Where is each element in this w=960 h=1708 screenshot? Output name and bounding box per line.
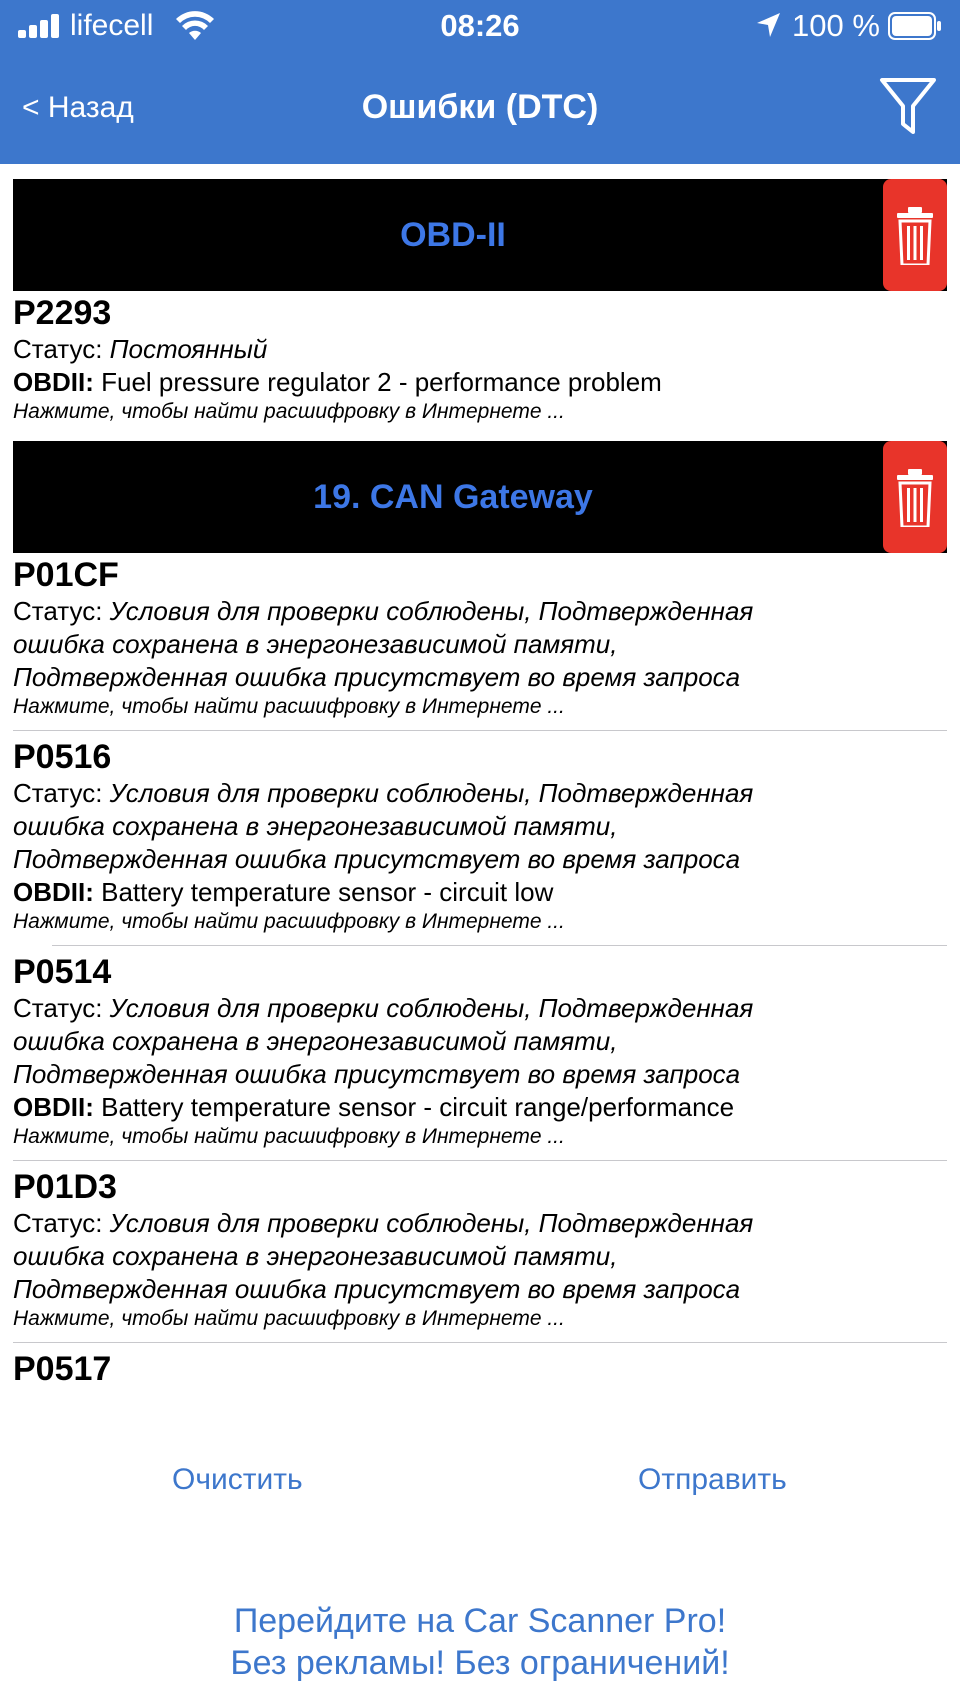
dtc-code: P0517 (13, 1350, 112, 1388)
status-label: Статус: (13, 334, 103, 364)
status-value: Условия для проверки соблюдены, Подтвержденная (109, 596, 754, 626)
dtc-code: P0516 (13, 738, 112, 776)
search-hint: Нажмите, чтобы найти расшифровку в Интернете ... (13, 910, 565, 933)
dtc-status-cont (13, 628, 947, 661)
battery-percentage: 100 % (792, 8, 880, 43)
dtc-status-cont (13, 1058, 947, 1091)
dtc-item[interactable] (0, 1161, 960, 1342)
page-title: Ошибки (DTC) (361, 88, 599, 126)
section-header (13, 441, 947, 553)
trash-icon (895, 207, 935, 265)
dtc-status-cont (13, 843, 947, 876)
status-value: ошибка сохранена в энергонезависимой памяти, (13, 811, 618, 841)
section-title: OBD-II (400, 216, 506, 254)
status-value: ошибка сохранена в энергонезависимой памяти, (13, 1026, 618, 1056)
dtc-status-cont (13, 1273, 947, 1306)
section-header (13, 179, 947, 291)
obd-label: OBDII: (13, 877, 94, 907)
status-value: Условия для проверки соблюдены, Подтвержденная (109, 993, 754, 1023)
promo-line-1: Перейдите на Car Scanner Pro! (233, 1602, 727, 1640)
battery-icon (888, 12, 942, 40)
obd-description: Battery temperature sensor - circuit range/performance (101, 1092, 735, 1122)
dtc-status (13, 1207, 947, 1240)
obd-description: Fuel pressure regulator 2 - performance problem (101, 367, 662, 397)
dtc-description (13, 1091, 947, 1124)
dtc-code: P0514 (13, 953, 112, 991)
dtc-status-cont (13, 1025, 947, 1058)
status-label: Статус: (13, 778, 103, 808)
dtc-status-cont (13, 810, 947, 843)
clock: 08:26 (440, 8, 520, 43)
dtc-item[interactable] (0, 1343, 960, 1399)
dtc-status (13, 777, 947, 810)
dtc-code: P2293 (13, 294, 112, 332)
status-value: Постоянный (109, 334, 268, 364)
location-arrow-icon (754, 10, 784, 40)
status-label: Статус: (13, 1208, 103, 1238)
filter-icon[interactable] (878, 74, 938, 138)
status-value: Условия для проверки соблюдены, Подтвержденная (109, 778, 754, 808)
delete-section-button[interactable] (883, 441, 947, 553)
dtc-description (13, 876, 947, 909)
navigation-bar (0, 54, 960, 164)
dtc-status (13, 333, 947, 366)
top-bar (0, 0, 960, 164)
search-hint: Нажмите, чтобы найти расшифровку в Интернете ... (13, 1307, 565, 1330)
search-hint: Нажмите, чтобы найти расшифровку в Интернете ... (13, 695, 565, 718)
carrier-name: lifecell (70, 9, 154, 42)
status-value: Подтвержденная ошибка присутствует во время запроса (13, 1274, 741, 1304)
promo-line-2: Без рекламы! Без ограничений! (230, 1644, 730, 1682)
status-value: Подтвержденная ошибка присутствует во время запроса (13, 662, 741, 692)
dtc-status-cont (13, 1240, 947, 1273)
dtc-code: P01CF (13, 556, 119, 594)
status-value: ошибка сохранена в энергонезависимой памяти, (13, 1241, 618, 1271)
dtc-list (0, 164, 960, 1402)
status-label: Статус: (13, 596, 103, 626)
dtc-item[interactable] (0, 731, 960, 945)
pro-upgrade-banner[interactable] (0, 1600, 960, 1684)
dtc-item[interactable] (0, 946, 960, 1160)
dtc-code: P01D3 (13, 1168, 117, 1206)
status-value: ошибка сохранена в энергонезависимой памяти, (13, 629, 618, 659)
obd-label: OBDII: (13, 1092, 94, 1122)
trash-icon (895, 469, 935, 527)
action-bar (0, 1460, 960, 1520)
delete-section-button[interactable] (883, 179, 947, 291)
clear-button[interactable]: Очистить (172, 1463, 303, 1496)
section-title: 19. CAN Gateway (313, 478, 593, 516)
dtc-status (13, 992, 947, 1025)
back-button[interactable]: < Назад (22, 91, 134, 124)
dtc-description (13, 366, 947, 399)
status-value: Подтвержденная ошибка присутствует во время запроса (13, 1059, 741, 1089)
search-hint: Нажмите, чтобы найти расшифровку в Интернете ... (13, 400, 565, 423)
obd-description: Battery temperature sensor - circuit low (101, 877, 554, 907)
send-button[interactable]: Отправить (638, 1463, 787, 1496)
status-bar (0, 0, 960, 54)
status-value: Условия для проверки соблюдены, Подтвержденная (109, 1208, 754, 1238)
dtc-item[interactable] (0, 291, 960, 435)
dtc-status-cont (13, 661, 947, 694)
status-label: Статус: (13, 993, 103, 1023)
status-value: Подтвержденная ошибка присутствует во время запроса (13, 844, 741, 874)
dtc-item[interactable] (0, 553, 960, 730)
dtc-status (13, 595, 947, 628)
obd-label: OBDII: (13, 367, 94, 397)
search-hint: Нажмите, чтобы найти расшифровку в Интернете ... (13, 1125, 565, 1148)
